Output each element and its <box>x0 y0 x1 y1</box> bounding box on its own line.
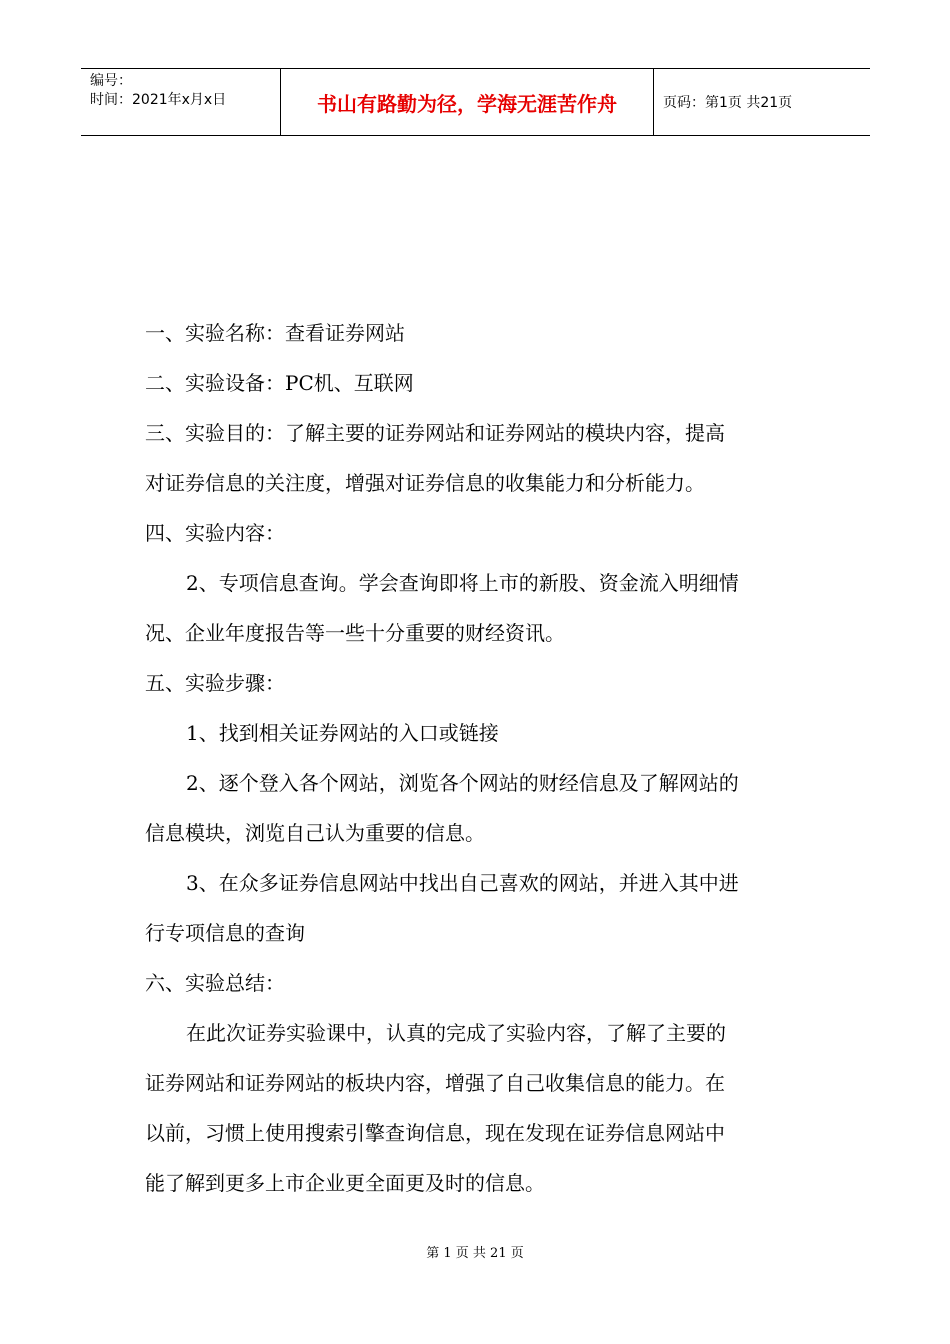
body-line: 2、专项信息查询。学会查询即将上市的新股、资金流入明细情 <box>186 571 739 595</box>
body-line: 况、企业年度报告等一些十分重要的财经资讯。 <box>145 621 565 645</box>
section-title: 二、实验设备：PC机、互联网 <box>145 371 414 395</box>
body-line: 在此次证券实验课中，认真的完成了实验内容，了解了主要的 <box>186 1021 726 1045</box>
body-line: 3、在众多证券信息网站中找出自己喜欢的网站，并进入其中进 <box>186 871 739 895</box>
body-line: 1、找到相关证券网站的入口或链接 <box>186 721 499 745</box>
header-motto-cell <box>281 69 654 135</box>
document-body <box>145 308 810 1208</box>
body-line: 对证券信息的关注度，增强对证券信息的收集能力和分析能力。 <box>145 471 705 495</box>
body-line: 信息模块，浏览自己认为重要的信息。 <box>145 821 485 845</box>
header-info-cell <box>81 69 281 135</box>
body-line: 行专项信息的查询 <box>145 921 305 945</box>
body-line: 2、逐个登入各个网站，浏览各个网站的财经信息及了解网站的 <box>186 771 739 795</box>
motto-text: 书山有路勤为径，学海无涯苦作舟 <box>317 91 617 116</box>
section-title: 三、实验目的：了解主要的证券网站和证券网站的模块内容，提高 <box>145 421 725 445</box>
body-line: 证券网站和证券网站的板块内容，增强了自己收集信息的能力。在 <box>145 1071 725 1095</box>
page-info: 页码：第1页 共21页 <box>663 95 793 111</box>
section-title: 六、实验总结： <box>145 971 285 995</box>
body-line: 以前，习惯上使用搜索引擎查询信息，现在发现在证券信息网站中 <box>145 1121 725 1145</box>
section-title: 四、实验内容： <box>145 521 285 545</box>
header-page-cell <box>654 69 870 135</box>
footer-page-number: 第 1 页 共 21 页 <box>426 1246 524 1261</box>
page-header <box>81 68 870 136</box>
doc-number-label: 编号： <box>90 73 132 89</box>
section-title: 一、实验名称：查看证券网站 <box>145 321 405 345</box>
section-title: 五、实验步骤： <box>145 671 285 695</box>
body-line: 能了解到更多上市企业更全面更及时的信息。 <box>145 1171 545 1195</box>
date-label: 时间：2021年x月x日 <box>90 92 227 108</box>
page-footer <box>0 1244 950 1264</box>
